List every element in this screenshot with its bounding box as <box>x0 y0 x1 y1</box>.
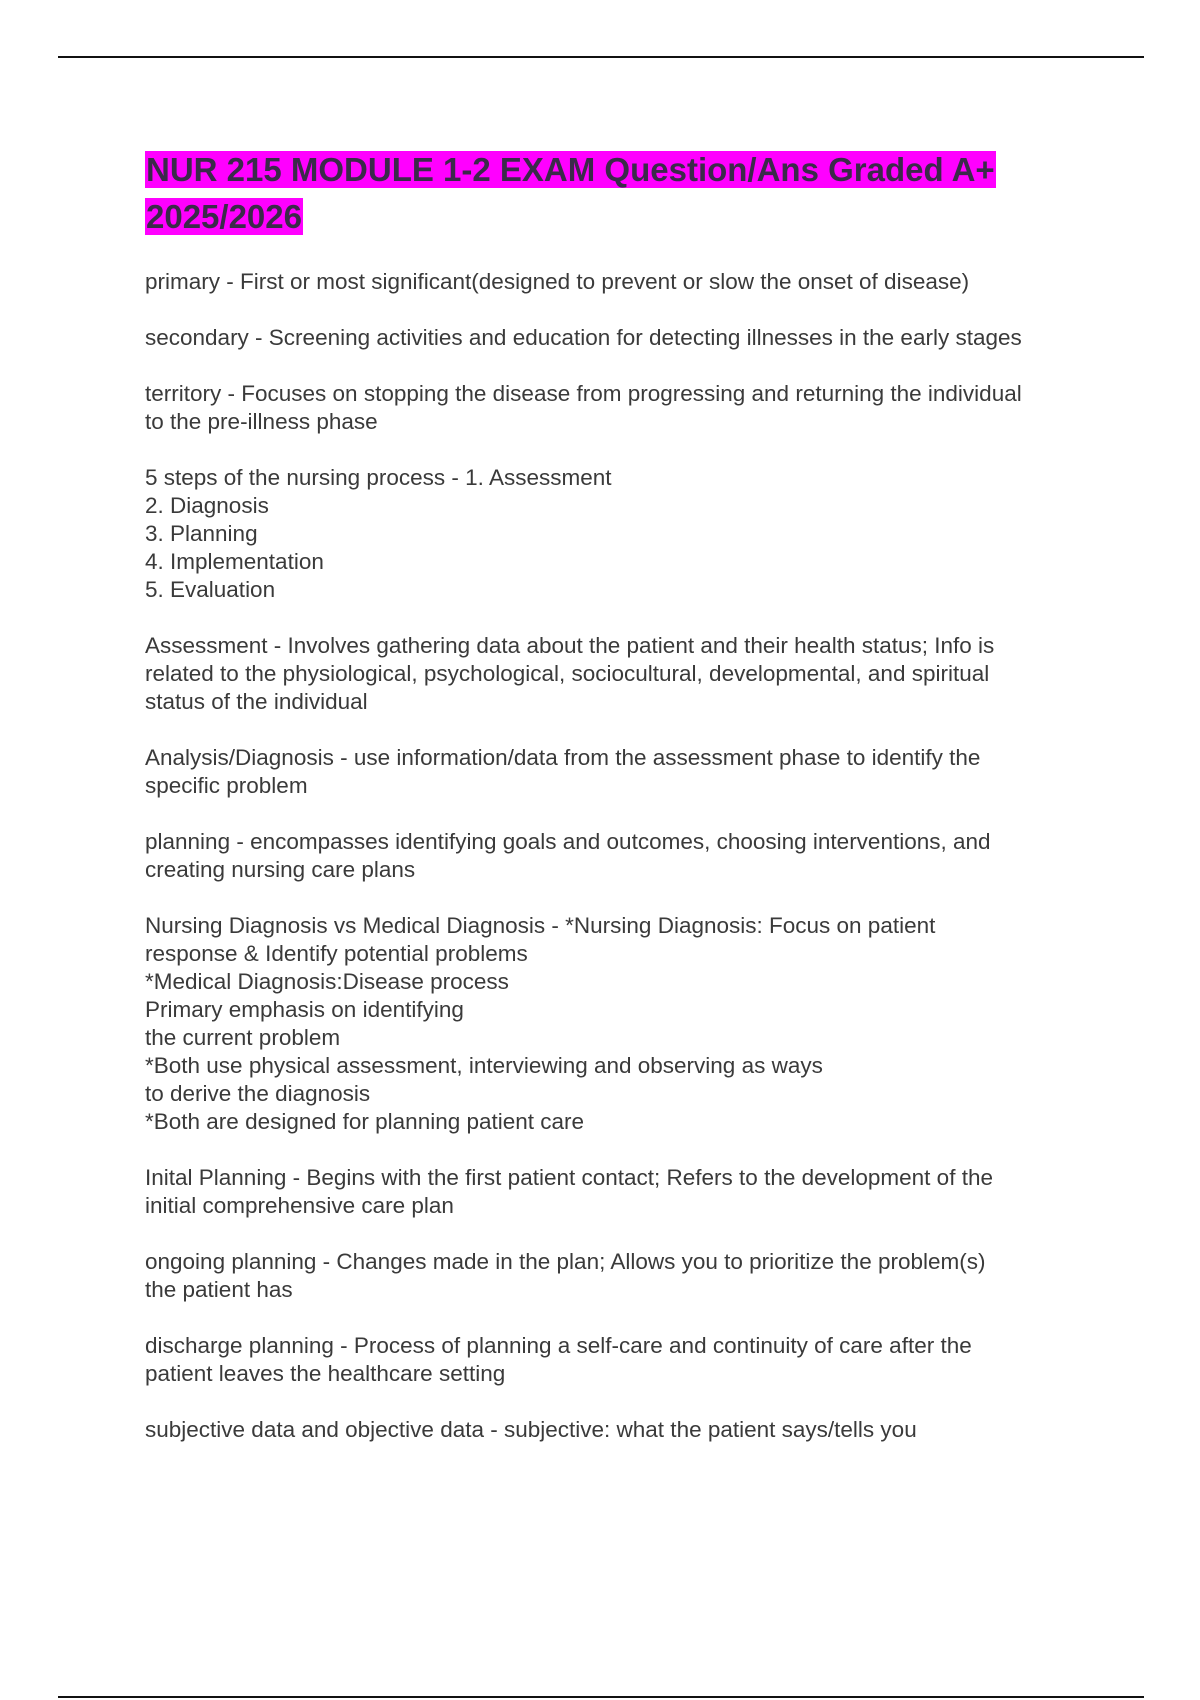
entry-line: response & Identify potential problems <box>145 941 528 966</box>
study-entry <box>145 464 1095 604</box>
entry-line: 3. Planning <box>145 521 258 546</box>
top-rule <box>58 56 1144 58</box>
entry-line: to derive the diagnosis <box>145 1081 371 1106</box>
entry-line: *Both are designed for planning patient care <box>145 1109 585 1134</box>
entry-line: initial comprehensive care plan <box>145 1193 454 1218</box>
study-entry <box>145 912 1095 1136</box>
study-entry <box>145 1416 1095 1444</box>
entry-line: creating nursing care plans <box>145 857 416 882</box>
entry-list <box>145 268 1095 1444</box>
document-title <box>145 146 1095 240</box>
entry-line: *Both use physical assessment, interviewing and observing as ways <box>145 1053 823 1078</box>
entry-line: secondary - Screening activities and education for detecting illnesses in the early stages <box>145 325 1022 350</box>
title-line-1: NUR 215 MODULE 1-2 EXAM Question/Ans Graded A+ <box>146 151 995 188</box>
entry-line: status of the individual <box>145 689 368 714</box>
entry-line: the patient has <box>145 1277 293 1302</box>
study-entry <box>145 380 1095 436</box>
entry-line: related to the physiological, psychological, sociocultural, developmental, and spiritual <box>145 661 990 686</box>
study-entry <box>145 268 1095 296</box>
entry-line: Nursing Diagnosis vs Medical Diagnosis - *Nursing Diagnosis: Focus on patient <box>145 913 936 938</box>
entry-line: patient leaves the healthcare setting <box>145 1361 506 1386</box>
study-entry <box>145 632 1095 716</box>
entry-line: *Medical Diagnosis:Disease process <box>145 969 509 994</box>
entry-line: ongoing planning - Changes made in the plan; Allows you to prioritize the problem(s) <box>145 1249 986 1274</box>
entry-line: Assessment - Involves gathering data about the patient and their health status; Info is <box>145 633 995 658</box>
study-entry <box>145 1332 1095 1388</box>
entry-line: specific problem <box>145 773 308 798</box>
study-entry <box>145 1164 1095 1220</box>
study-entry <box>145 828 1095 884</box>
entry-line: subjective data and objective data - subjective: what the patient says/tells you <box>145 1417 917 1442</box>
study-entry <box>145 1248 1095 1304</box>
entry-line: Inital Planning - Begins with the first patient contact; Refers to the development of the <box>145 1165 993 1190</box>
entry-line: 4. Implementation <box>145 549 324 574</box>
entry-line: planning - encompasses identifying goals and outcomes, choosing interventions, and <box>145 829 991 854</box>
entry-line: primary - First or most significant(designed to prevent or slow the onset of disease) <box>145 269 970 294</box>
entry-line: Primary emphasis on identifying <box>145 997 464 1022</box>
entry-line: to the pre-illness phase <box>145 409 378 434</box>
document-body <box>145 146 1095 1472</box>
entry-line: 5. Evaluation <box>145 577 276 602</box>
entry-line: the current problem <box>145 1025 341 1050</box>
entry-line: discharge planning - Process of planning a self-care and continuity of care after the <box>145 1333 972 1358</box>
entry-line: 2. Diagnosis <box>145 493 269 518</box>
title-line-2: 2025/2026 <box>146 198 302 235</box>
entry-line: Analysis/Diagnosis - use information/data from the assessment phase to identify the <box>145 745 981 770</box>
entry-line: 5 steps of the nursing process - 1. Assessment <box>145 465 612 490</box>
study-entry <box>145 324 1095 352</box>
bottom-rule <box>58 1696 1144 1698</box>
entry-line: territory - Focuses on stopping the disease from progressing and returning the individual <box>145 381 1022 406</box>
study-entry <box>145 744 1095 800</box>
